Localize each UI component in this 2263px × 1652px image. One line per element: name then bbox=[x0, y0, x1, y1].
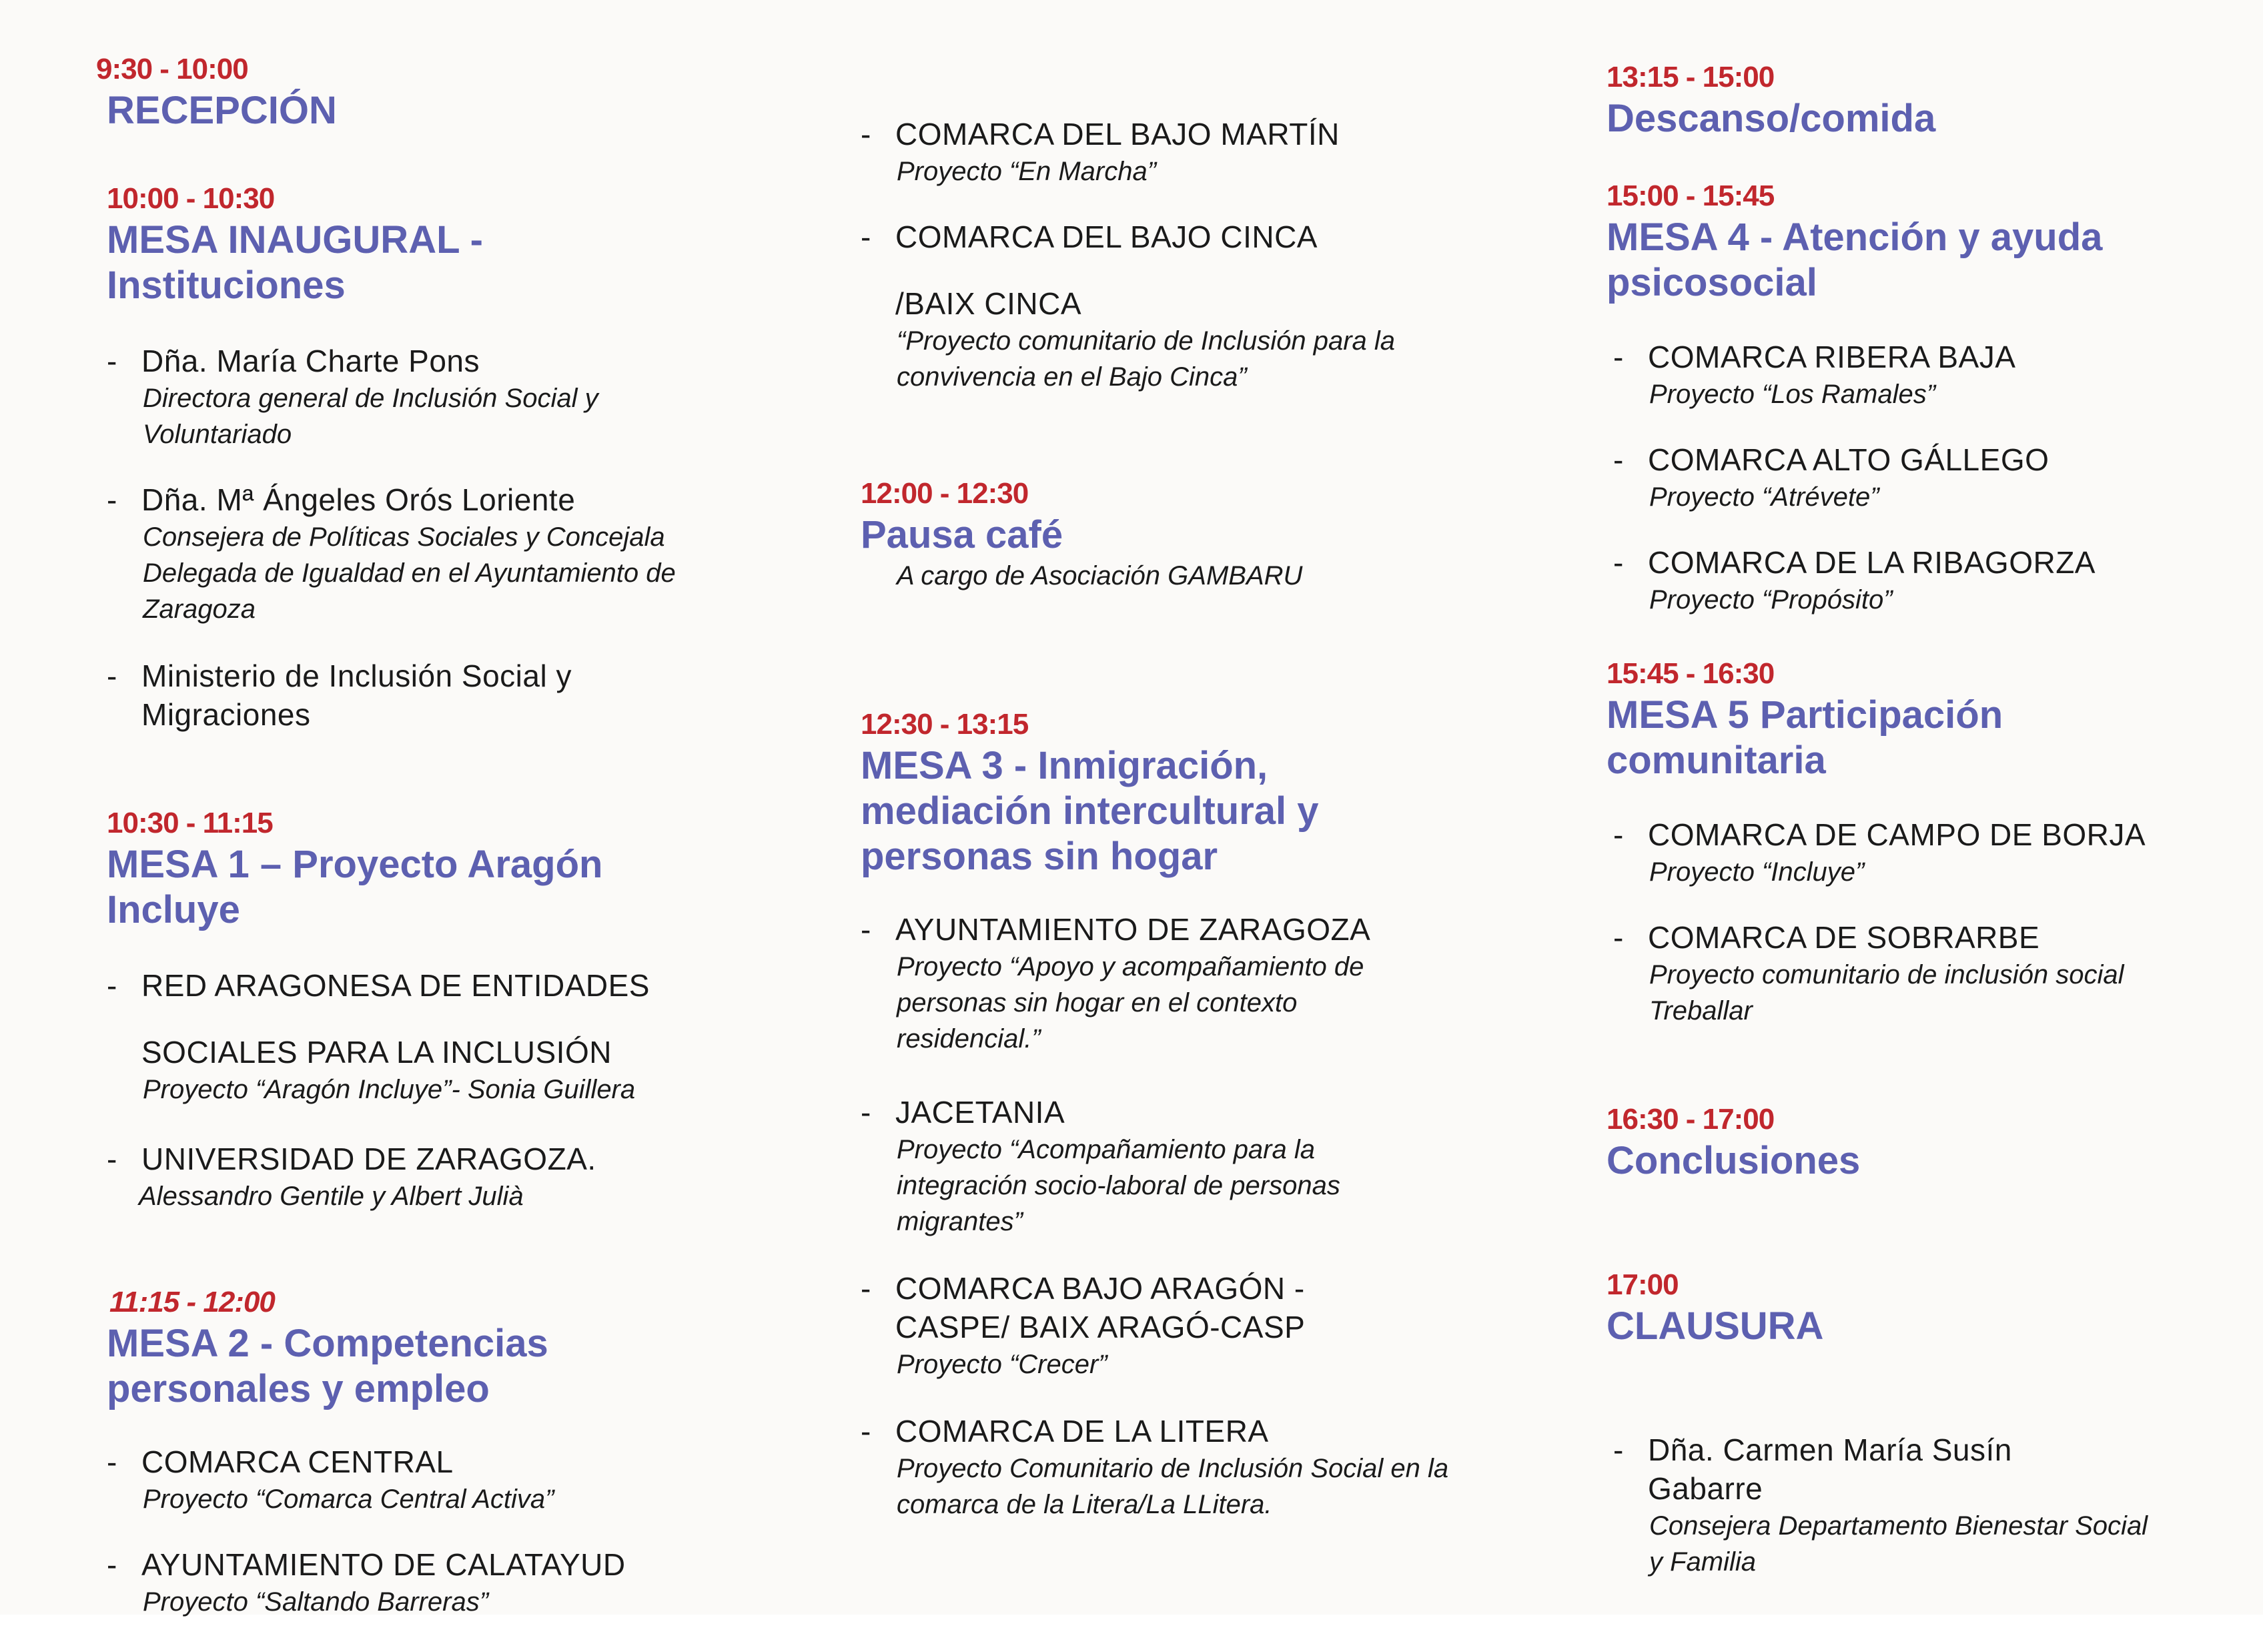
section-title: Descanso/comida bbox=[1607, 97, 1936, 140]
project-desc: Proyecto “Aragón Incluye”- Sonia Guillera bbox=[143, 1075, 636, 1104]
section-title-line: Incluye bbox=[107, 888, 240, 931]
bullet-dash: - bbox=[1613, 340, 1624, 374]
section-pausa-cafe bbox=[861, 475, 1508, 594]
time-label: 12:00 - 12:30 bbox=[861, 477, 1029, 510]
time-label: 10:30 - 11:15 bbox=[107, 807, 273, 839]
section-title: Conclusiones bbox=[1607, 1139, 1861, 1182]
time-label: 17:00 bbox=[1607, 1268, 1679, 1301]
section-title: RECEPCIÓN bbox=[107, 89, 337, 132]
time-label: 15:45 - 16:30 bbox=[1607, 657, 1775, 690]
speaker-role: Directora general de Inclusión Social y bbox=[143, 384, 598, 413]
time-label: 15:00 - 15:45 bbox=[1607, 179, 1775, 212]
section-title-line: psicosocial bbox=[1607, 261, 1817, 304]
bullet-dash: - bbox=[107, 482, 117, 517]
section-mesa-1 bbox=[107, 805, 734, 933]
entity-name: SOCIALES PARA LA INCLUSIÓN bbox=[141, 1035, 612, 1070]
entity-item bbox=[93, 966, 734, 1108]
entity-name: AYUNTAMIENTO DE ZARAGOZA bbox=[895, 912, 1371, 947]
time-label: 10:00 - 10:30 bbox=[107, 182, 275, 215]
speaker-role: Voluntariado bbox=[143, 420, 292, 449]
project-desc: comarca de la Litera/La LLitera. bbox=[897, 1490, 1272, 1519]
section-mesa-3 bbox=[861, 706, 1508, 879]
project-desc: Proyecto “Incluye” bbox=[1649, 857, 1865, 887]
entity-name: UNIVERSIDAD DE ZARAGOZA. bbox=[141, 1142, 596, 1176]
entity-item bbox=[93, 1545, 734, 1620]
section-reception bbox=[93, 51, 734, 133]
speaker-name: Migraciones bbox=[141, 697, 311, 732]
section-title-line: MESA 2 - Competencias bbox=[107, 1322, 548, 1365]
project-desc: Proyecto comunitario de inclusión social bbox=[1649, 960, 2124, 989]
section-mesa-2-title bbox=[107, 1321, 734, 1412]
entity-name: AYUNTAMIENTO DE CALATAYUD bbox=[141, 1547, 626, 1582]
speaker-item bbox=[93, 342, 734, 452]
entity-name: COMARCA DE CAMPO DE BORJA bbox=[1648, 817, 2146, 852]
project-desc: Alessandro Gentile y Albert Julià bbox=[139, 1182, 524, 1211]
bullet-dash: - bbox=[107, 968, 117, 1003]
section-title-line: personales y empleo bbox=[107, 1367, 490, 1410]
project-desc: Proyecto “Crecer” bbox=[897, 1350, 1107, 1379]
section-title-line: comunitaria bbox=[1607, 739, 1826, 782]
entity-name: COMARCA DE LA LITERA bbox=[895, 1414, 1269, 1449]
entity-name: /BAIX CINCA bbox=[895, 286, 1082, 321]
bullet-dash: - bbox=[107, 1547, 117, 1582]
project-desc: convivencia en el Bajo Cinca” bbox=[897, 362, 1247, 392]
section-title-line: MESA 1 – Proyecto Aragón bbox=[107, 843, 603, 886]
section-title-line: MESA INAUGURAL - bbox=[107, 218, 483, 262]
bullet-dash: - bbox=[861, 1414, 871, 1449]
entity-name: COMARCA CENTRAL bbox=[141, 1444, 454, 1479]
project-desc: Proyecto “Los Ramales” bbox=[1649, 380, 1936, 409]
entity-name: COMARCA DE SOBRARBE bbox=[1648, 920, 2040, 955]
bullet-dash: - bbox=[107, 1142, 117, 1176]
speaker-role: Delegada de Igualdad en el Ayuntamiento de bbox=[143, 558, 676, 588]
section-mesa-5 bbox=[1607, 655, 2240, 783]
bullet-dash: - bbox=[1613, 817, 1624, 852]
section-title: Pausa café bbox=[861, 513, 1063, 556]
project-desc: Proyecto “Acompañamiento para la bbox=[897, 1135, 1315, 1164]
project-desc: Proyecto “Apoyo y acompañamiento de bbox=[897, 952, 1364, 981]
entity-name: COMARCA DEL BAJO CINCA bbox=[895, 220, 1318, 254]
entity-item bbox=[93, 1442, 734, 1517]
time-label: 9:30 - 10:00 bbox=[96, 53, 248, 85]
bullet-dash: - bbox=[861, 912, 871, 947]
bullet-dash: - bbox=[1613, 545, 1624, 580]
section-mesa-2 bbox=[109, 1284, 734, 1321]
project-desc: personas sin hogar en el contexto bbox=[897, 988, 1298, 1017]
project-desc: Proyecto “Comarca Central Activa” bbox=[143, 1485, 554, 1514]
entity-item bbox=[1600, 918, 2240, 1029]
project-desc: Proyecto Comunitario de Inclusión Social en la bbox=[897, 1454, 1449, 1483]
entity-name: COMARCA RIBERA BAJA bbox=[1648, 340, 2016, 374]
speaker-role: Zaragoza bbox=[143, 594, 256, 624]
speaker-role: Consejera de Políticas Sociales y Concejala bbox=[143, 522, 665, 552]
speaker-name: Gabarre bbox=[1648, 1471, 1763, 1506]
speaker-item bbox=[1600, 1430, 2240, 1580]
bullet-dash: - bbox=[861, 220, 871, 254]
project-desc: Proyecto “Saltando Barreras” bbox=[143, 1587, 489, 1617]
bullet-dash: - bbox=[107, 659, 117, 693]
speaker-item bbox=[93, 480, 734, 627]
speaker-item bbox=[93, 657, 734, 734]
bottom-band bbox=[0, 1615, 2263, 1652]
section-title-line: MESA 3 - Inmigración, bbox=[861, 744, 1268, 787]
entity-item bbox=[847, 910, 1508, 1057]
bullet-dash: - bbox=[861, 117, 871, 151]
section-desc: A cargo de Asociación GAMBARU bbox=[897, 561, 1303, 590]
speaker-role: Consejera Departamento Bienestar Social bbox=[1649, 1511, 2148, 1541]
section-clausura bbox=[1607, 1266, 2240, 1349]
entity-name: COMARCA BAJO ARAGÓN - bbox=[895, 1271, 1305, 1306]
project-desc: residencial.” bbox=[897, 1024, 1041, 1054]
entity-item bbox=[847, 1412, 1508, 1523]
bullet-dash: - bbox=[1613, 1432, 1624, 1467]
time-label: 12:30 - 13:15 bbox=[861, 708, 1029, 741]
speaker-name: Ministerio de Inclusión Social y bbox=[141, 659, 572, 693]
entity-name: RED ARAGONESA DE ENTIDADES bbox=[141, 968, 650, 1003]
section-title-line: mediación intercultural y bbox=[861, 789, 1319, 833]
project-desc: “Proyecto comunitario de Inclusión para la bbox=[897, 326, 1396, 356]
time-label: 16:30 - 17:00 bbox=[1607, 1103, 1775, 1136]
entity-name: COMARCA ALTO GÁLLEGO bbox=[1648, 442, 2050, 477]
section-conclusiones bbox=[1607, 1101, 2240, 1184]
entity-item bbox=[1600, 543, 2240, 618]
section-mesa-4 bbox=[1607, 177, 2240, 306]
section-title-line: personas sin hogar bbox=[861, 835, 1218, 878]
entity-item bbox=[847, 115, 1508, 189]
bullet-dash: - bbox=[861, 1271, 871, 1306]
section-mesa-inaugural bbox=[107, 180, 734, 308]
bullet-dash: - bbox=[1613, 442, 1624, 477]
entity-item bbox=[93, 1140, 734, 1214]
time-label: 11:15 - 12:00 bbox=[109, 1286, 275, 1318]
bullet-dash: - bbox=[107, 1444, 117, 1479]
speaker-role: y Familia bbox=[1649, 1547, 1757, 1577]
entity-item bbox=[847, 218, 1508, 395]
section-title: CLAUSURA bbox=[1607, 1304, 1824, 1348]
project-desc: Proyecto “Atrévete” bbox=[1649, 482, 1879, 512]
bullet-dash: - bbox=[107, 344, 117, 378]
entity-name: JACETANIA bbox=[895, 1095, 1065, 1130]
bullet-dash: - bbox=[861, 1095, 871, 1130]
project-desc: Proyecto “En Marcha” bbox=[897, 157, 1157, 186]
entity-name: COMARCA DE LA RIBAGORZA bbox=[1648, 545, 2096, 580]
project-desc: migrantes” bbox=[897, 1207, 1023, 1236]
speaker-name: Dña. María Charte Pons bbox=[141, 344, 480, 378]
section-title-line: Instituciones bbox=[107, 264, 346, 307]
section-title-line: MESA 4 - Atención y ayuda bbox=[1607, 216, 2103, 259]
project-desc: integración socio-laboral de personas bbox=[897, 1171, 1340, 1200]
project-desc: Treballar bbox=[1649, 996, 1753, 1025]
entity-item bbox=[1600, 440, 2240, 515]
section-descanso bbox=[1607, 59, 2240, 141]
speaker-name: Dña. Mª Ángeles Orós Loriente bbox=[141, 482, 576, 517]
entity-item bbox=[847, 1093, 1508, 1240]
speaker-name: Dña. Carmen María Susín bbox=[1648, 1432, 2012, 1467]
entity-name: COMARCA DEL BAJO MARTÍN bbox=[895, 117, 1340, 151]
time-label: 13:15 - 15:00 bbox=[1607, 61, 1775, 93]
entity-item bbox=[847, 1269, 1508, 1382]
bullet-dash: - bbox=[1613, 920, 1624, 955]
entity-name: CASPE/ BAIX ARAGÓ-CASP bbox=[895, 1310, 1306, 1344]
entity-item bbox=[1600, 815, 2240, 890]
entity-item bbox=[1600, 338, 2240, 412]
project-desc: Proyecto “Propósito” bbox=[1649, 585, 1893, 614]
section-title-line: MESA 5 Participación bbox=[1607, 693, 2003, 737]
